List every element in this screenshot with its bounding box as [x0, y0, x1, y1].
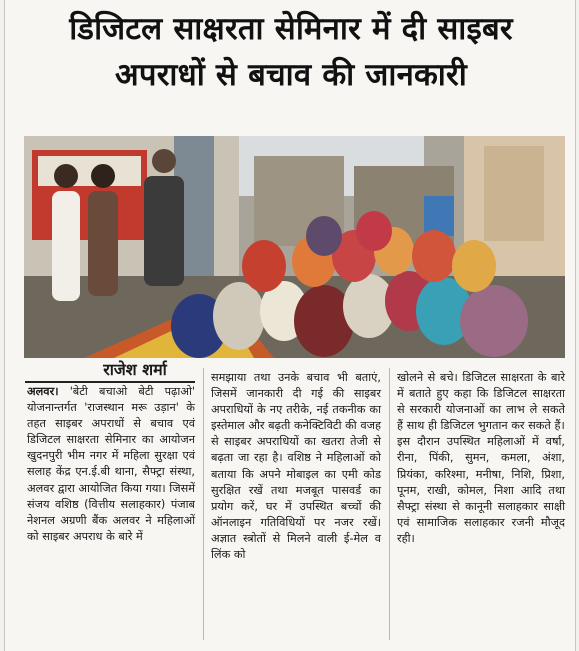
article-column-2: [211, 370, 381, 563]
newspaper-clipping: [4, 0, 576, 651]
byline: राजेश शर्मा: [103, 360, 167, 379]
article-column-3: [397, 370, 565, 547]
column-divider: [389, 368, 390, 640]
column-3-paragraph-1: खोलने से बचे। डिजिटल साक्षरता के बारे में बताते हुए कहा कि डिजिटल साक्षरता से सरकारी योजनाओं का लाभ ले सकते हैं साथ ही डिजिटल भुगतान कर सकते हैं।: [397, 371, 565, 433]
seminar-photo-illustration: [24, 136, 565, 358]
column-divider: [203, 368, 204, 640]
headline-line-2: अपराधों से बचाव की जानकारी: [115, 57, 467, 93]
news-photo: [24, 136, 565, 358]
byline-rule: [25, 381, 195, 383]
dateline: अलवर।: [27, 385, 59, 398]
headline: [15, 6, 567, 98]
column-3-paragraph-2: इस दौरान उपस्थित महिलाओं में वर्षा, रीना, पिंकी, सुमन, कमला, अंशा, प्रियंका, करिश्मा, मनीषा, निशि, प्रिशा, पूनम, राखी, कोमल, निशा आदि तथा सैफ्ट्रा संस्था से कानूनी सलाहकार साक्षी एवं सामाजिक सलाहकार रजनी मौजूद रही।: [397, 435, 565, 545]
column-1-text: 'बेटी बचाओ बेटी पढ़ाओ' योजनान्तर्गत 'राजस्थान मरू उड़ान' के तहत साइबर अपराधों से बचाव एवं डिजिटल साक्षरता सेमिनार का आयोजन खुदनपुरी भीम नगर में महिला सुरक्षा एवं सलाह केंद्र एन.ई.बी थाना, सैफ्ट्रा संस्था, अलवर द्वारा आयोजित किया गया। जिसमें संजय वशिष्ठ (वित्तीय सलाहकार) पंजाब नेशनल अग्रणी बैंक अलवर ने महिलाओं को साइबर अपराध के बारे में: [27, 385, 195, 543]
article-column-1: [27, 384, 195, 545]
column-2-text: समझाया तथा उनके बचाव भी बताएं, जिसमें जानकारी दी गई की साइबर अपराधियों के नए तरीके, नई तकनीक का इस्तेमाल और बढ़ती कनेक्टिविटी की वजह से साइबर अपराधियों का खतरा तेजी से बढ़ता जा रहा है। वशिष्ठ ने महिलाओं को बताया कि अपने मोबाइल का एमी कोड सुरक्षित रखें तथा मजबूत पासवर्ड का प्रयोग करें, घर में उपस्थित बच्चों की ऑनलाइन गतिविधियों पर नजर रखें। अज्ञात स्त्रोतों से मिलने वाली ई-मेल व लिंक को: [211, 371, 381, 562]
headline-line-1: डिजिटल साक्षरता सेमिनार में दी साइबर: [69, 11, 513, 47]
